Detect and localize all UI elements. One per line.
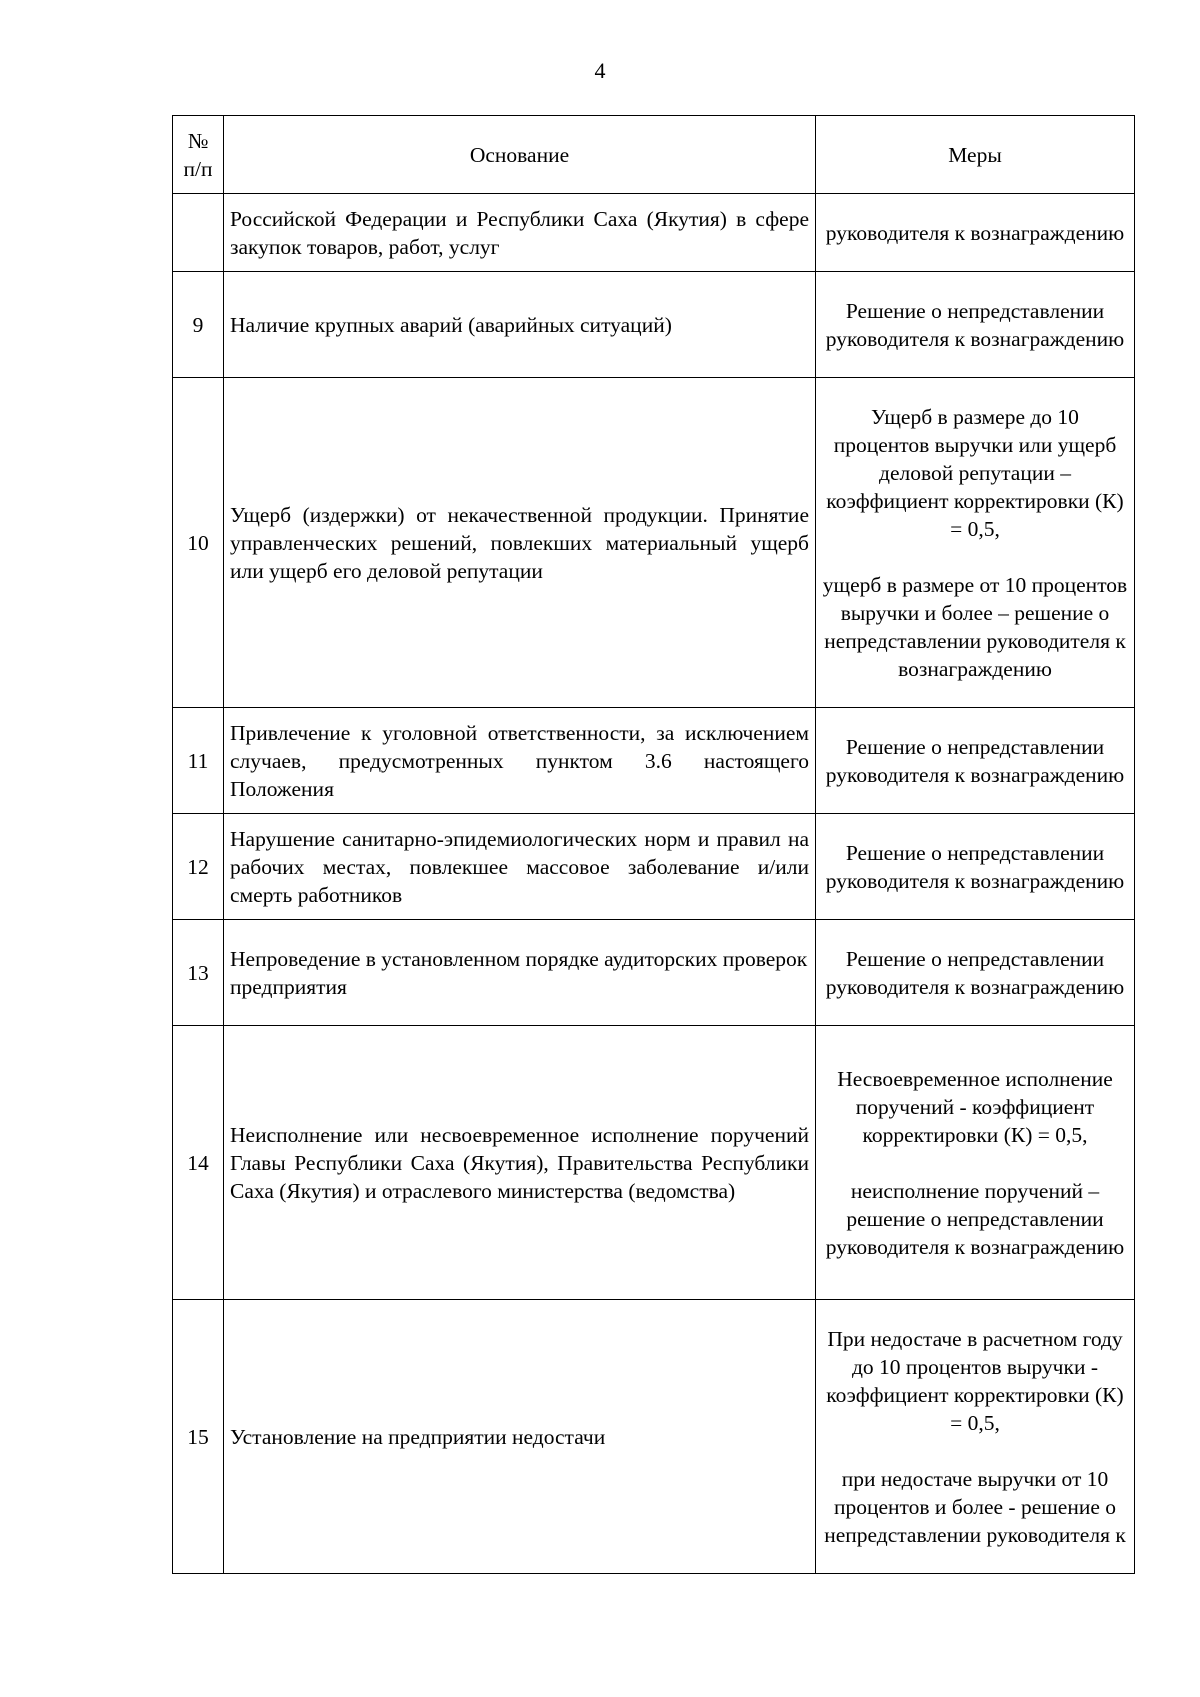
measure-text: руководителя к вознаграждению [825, 220, 1125, 245]
row-basis: Привлечение к уголовной ответственности, за исключением случаев, предусмотренных пунктом 3.6 настоящего Положения [224, 708, 816, 814]
measure-text: Решение о непредставлении руководителя к вознаграждению [825, 946, 1125, 999]
row-number [173, 194, 224, 272]
row-basis: Непроведение в установленном порядке аудиторских проверок предприятия [224, 920, 816, 1026]
row-number: 15 [173, 1300, 224, 1574]
measures-table [172, 115, 1135, 1574]
table-header-row [173, 116, 1135, 194]
row-number: 14 [173, 1026, 224, 1300]
row-basis: Ущерб (издержки) от некачественной продукции. Принятие управленческих решений, повлекших материальный ущерб или ущерб его деловой репутации [224, 378, 816, 708]
measure-text: неисполнение поручений – решение о непредставлении руководителя к вознаграждению [825, 1178, 1125, 1259]
row-measures [816, 1300, 1135, 1574]
measure-text: Решение о непредставлении руководителя к вознаграждению [825, 840, 1125, 893]
measure-text: при недостаче выручки от 10 процентов и более - решение о непредставлении руководителя к [824, 1466, 1126, 1547]
row-measures [816, 272, 1135, 378]
row-measures [816, 920, 1135, 1026]
page-number: 4 [594, 58, 606, 83]
row-number: 13 [173, 920, 224, 1026]
row-basis: Неисполнение или несвоевременное исполнение поручений Главы Республики Саха (Якутия), Правительства Республики Саха (Якутия) и отраслевого министерства (ведомства) [224, 1026, 816, 1300]
row-basis: Российской Федерации и Республики Саха (Якутия) в сфере закупок товаров, работ, услуг [224, 194, 816, 272]
table-row [173, 272, 1135, 378]
measure-text: Решение о непредставлении руководителя к вознаграждению [825, 734, 1125, 787]
row-number: 10 [173, 378, 224, 708]
row-measures [816, 194, 1135, 272]
measure-text: Ущерб в размере до 10 процентов выручки или ущерб деловой репутации – коэффициент корректировки (К) = 0,5, [826, 404, 1124, 541]
measure-text: Несвоевременное исполнение поручений - коэффициент корректировки (К) = 0,5, [837, 1066, 1113, 1147]
table-row [173, 1026, 1135, 1300]
measure-text: При недостаче в расчетном году до 10 процентов выручки - коэффициент корректировки (К) = 0,5, [826, 1326, 1124, 1435]
table-row [173, 814, 1135, 920]
header-basis: Основание [224, 116, 816, 194]
row-measures [816, 1026, 1135, 1300]
table-row [173, 378, 1135, 708]
row-number: 12 [173, 814, 224, 920]
measure-text: Решение о непредставлении руководителя к вознаграждению [825, 298, 1125, 351]
row-basis: Нарушение санитарно-эпидемиологических норм и правил на рабочих местах, повлекшее массовое заболевание и/или смерть работников [224, 814, 816, 920]
measure-text: ущерб в размере от 10 процентов выручки и более – решение о непредставлении руководителя к вознаграждению [822, 572, 1128, 681]
table-row [173, 1300, 1135, 1574]
row-number: 9 [173, 272, 224, 378]
table-row [173, 708, 1135, 814]
row-measures [816, 814, 1135, 920]
header-measures: Меры [816, 116, 1135, 194]
table-row [173, 194, 1135, 272]
header-num: № п/п [173, 116, 224, 194]
row-basis: Наличие крупных аварий (аварийных ситуаций) [224, 272, 816, 378]
row-measures [816, 378, 1135, 708]
row-number: 11 [173, 708, 224, 814]
table-row [173, 920, 1135, 1026]
row-basis: Установление на предприятии недостачи [224, 1300, 816, 1574]
row-measures [816, 708, 1135, 814]
